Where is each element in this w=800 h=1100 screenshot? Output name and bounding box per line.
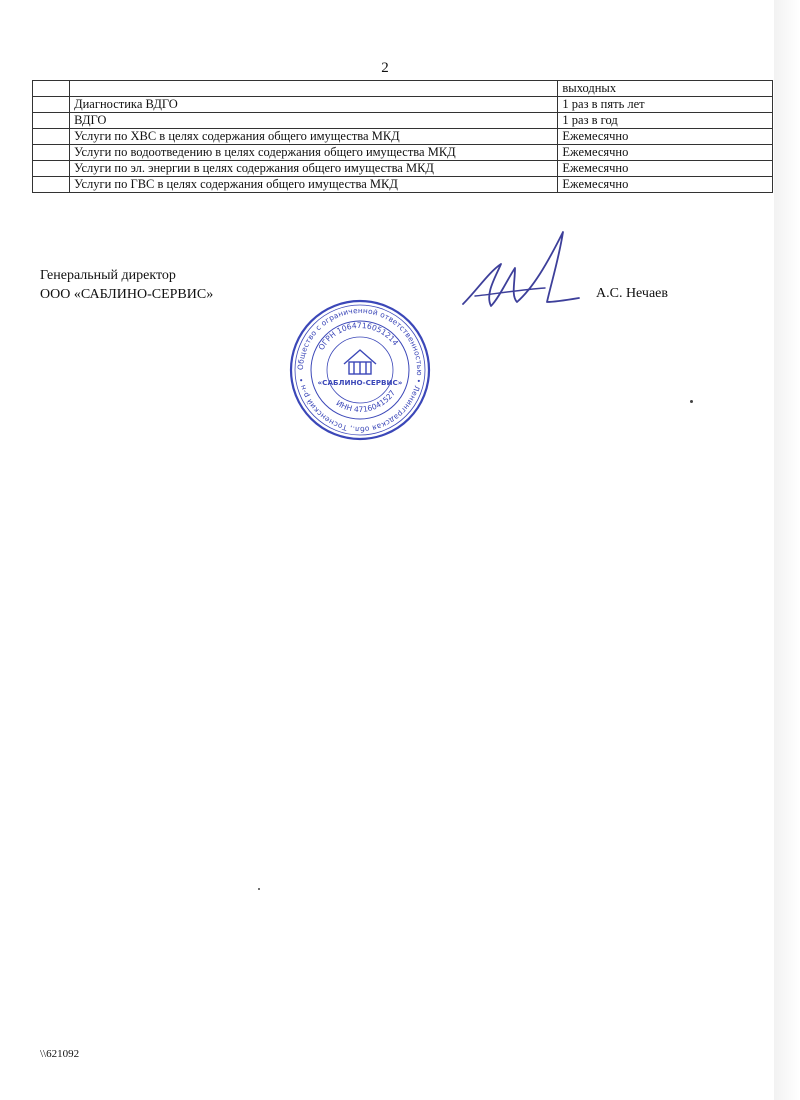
signatory-name: А.С. Нечаев: [596, 286, 669, 301]
service-name-cell: ВДГО: [70, 113, 558, 129]
frequency-cell: 1 раз в пять лет: [558, 97, 773, 113]
table-row: [33, 113, 773, 129]
row-number-cell: [33, 145, 70, 161]
row-number-cell: [33, 161, 70, 177]
stamp-ogrn-text: ОГРН 1064716051214: [316, 320, 401, 352]
service-name-cell: Услуги по водоотведению в целях содержания общего имущества МКД: [70, 145, 558, 161]
handwritten-signature: [455, 228, 595, 328]
service-name-cell: Диагностика ВДГО: [70, 97, 558, 113]
stamp-center-text: «САБЛИНО-СЕРВИС»: [317, 378, 403, 387]
frequency-cell: Ежемесячно: [558, 161, 773, 177]
stamp-inn-text: ИНН 4716041527: [334, 388, 398, 415]
stamp-outer-text: Общество с ограниченной ответственностью • Ленинградская обл., Тосненский р-н •: [295, 305, 425, 435]
services-table: [32, 80, 773, 193]
document-code: \\621092: [40, 1048, 80, 1060]
table-row: [33, 177, 773, 193]
frequency-cell: Ежемесячно: [558, 145, 773, 161]
scan-speck: [258, 888, 260, 890]
service-name-cell: Услуги по эл. энергии в целях содержания общего имущества МКД: [70, 161, 558, 177]
scan-edge: [774, 0, 800, 1100]
row-number-cell: [33, 81, 70, 97]
signatory-company: ООО «САБЛИНО-СЕРВИС»: [40, 287, 214, 302]
service-name-cell: Услуги по ХВС в целях содержания общего имущества МКД: [70, 129, 558, 145]
company-stamp: [288, 298, 432, 442]
frequency-cell: Ежемесячно: [558, 129, 773, 145]
service-name-cell: [70, 81, 558, 97]
frequency-cell: 1 раз в год: [558, 113, 773, 129]
row-number-cell: [33, 113, 70, 129]
table-row: [33, 81, 773, 97]
page-number: 2: [381, 60, 389, 76]
service-name-cell: Услуги по ГВС в целях содержания общего имущества МКД: [70, 177, 558, 193]
stamp-logo-icon: [344, 350, 376, 374]
table-row: [33, 129, 773, 145]
table-row: [33, 97, 773, 113]
signatory-block: [40, 266, 213, 304]
row-number-cell: [33, 97, 70, 113]
scan-speck: [690, 400, 693, 403]
table-row: [33, 161, 773, 177]
signatory-position: Генеральный директор: [40, 268, 176, 283]
row-number-cell: [33, 129, 70, 145]
table-row: [33, 145, 773, 161]
frequency-cell: выходных: [558, 81, 773, 97]
row-number-cell: [33, 177, 70, 193]
frequency-cell: Ежемесячно: [558, 177, 773, 193]
